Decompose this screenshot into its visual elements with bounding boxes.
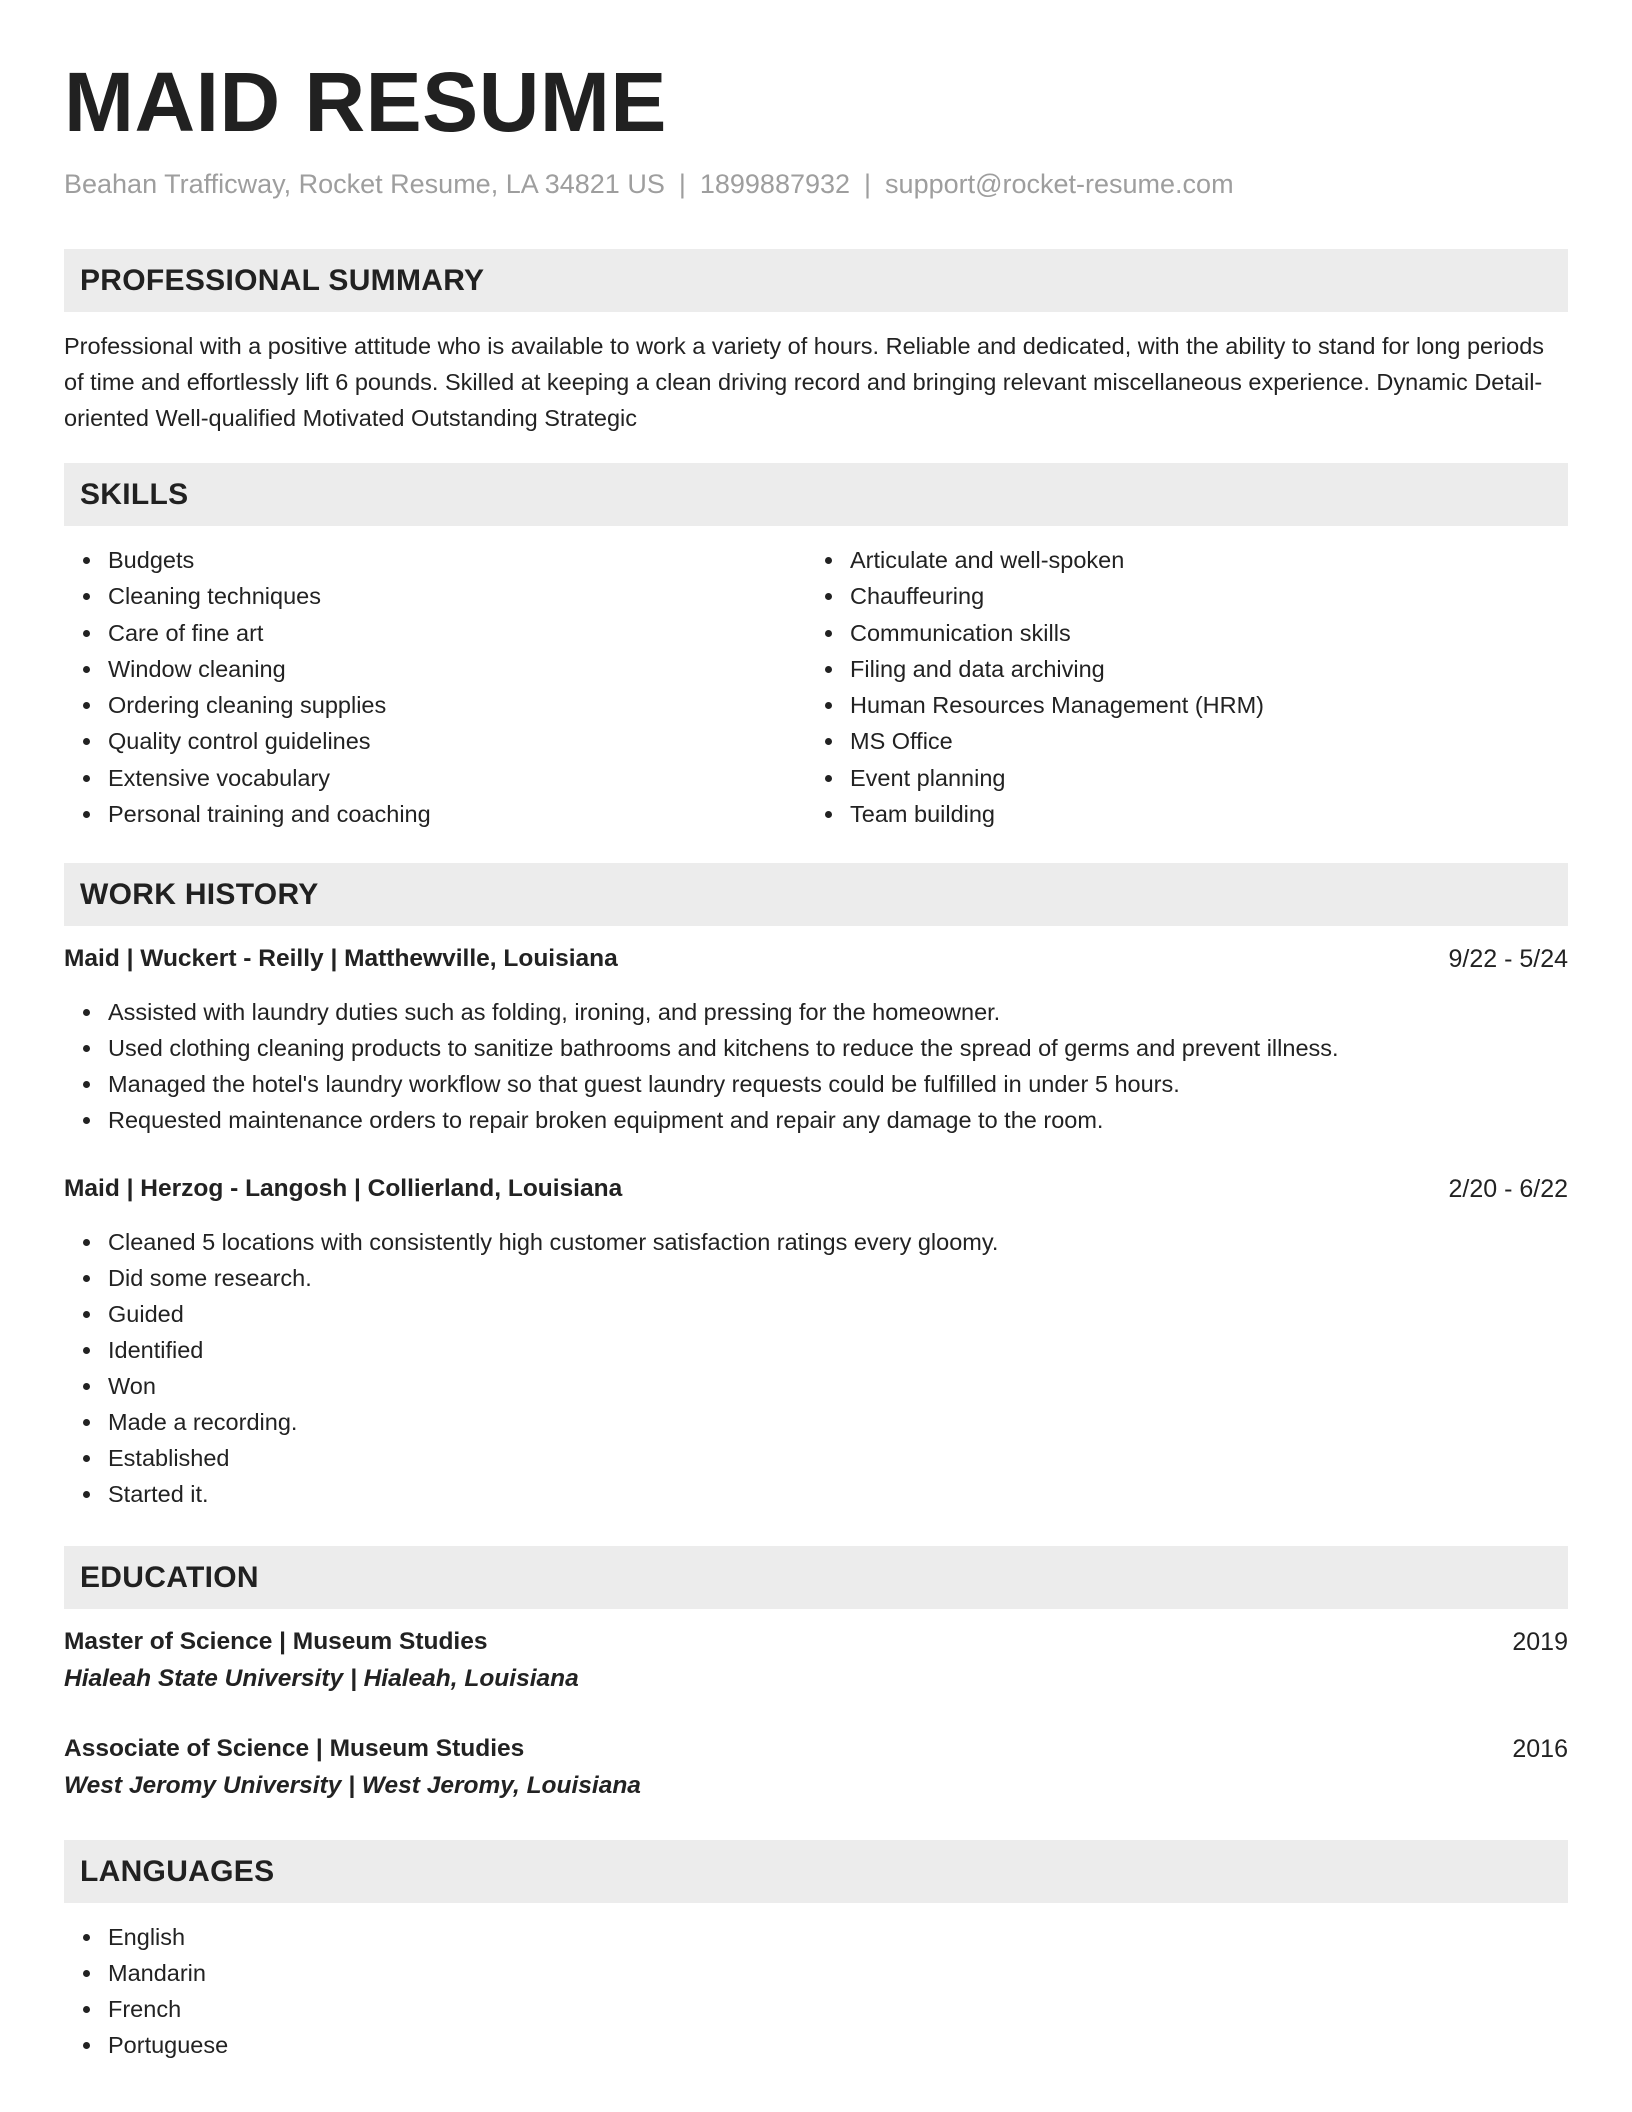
skill-item: Communication skills [850,615,1548,651]
job-entry [64,1171,1568,1512]
job-heading: Maid | Wuckert - Reilly | Matthewville, Louisiana [64,945,618,973]
job-heading-line [64,941,1568,977]
skill-item: Window cleaning [108,651,806,687]
language-item: Portuguese [108,2027,1568,2063]
language-item: English [108,1919,1568,1955]
section-header-education: EDUCATION [64,1546,1568,1609]
skill-item: Team building [850,796,1548,832]
job-duty: Won [108,1368,1568,1404]
skills-column-right [806,542,1548,832]
language-item: Mandarin [108,1955,1568,1991]
skill-item: MS Office [850,723,1548,759]
resume-title: MAID RESUME [64,55,667,149]
education-entry [64,1624,1568,1698]
skill-item: Quality control guidelines [108,723,806,759]
section-header-summary: PROFESSIONAL SUMMARY [64,249,1568,312]
skill-item: Personal training and coaching [108,796,806,832]
degree-line [64,1624,1568,1660]
skill-item: Care of fine art [108,615,806,651]
summary-text: Professional with a positive attitude who is available to work a variety of hours. Reliable and dedicated, with the ability to stand for long periods of time and effortlessly lift 6 pounds. Skilled at keeping a clean driving record and bringing relevant miscellaneous experience. Dynamic Detail-oriented Well-qualified Motivated Outstanding Strategic [64,333,1545,431]
skill-item: Articulate and well-spoken [850,542,1548,578]
job-heading: Maid | Herzog - Langosh | Collierland, Louisiana [64,1175,623,1203]
separator: | [864,169,872,199]
section-header-skills: SKILLS [64,463,1568,526]
degree: Associate of Science | Museum Studies [64,1735,525,1763]
job-duty: Identified [108,1332,1568,1368]
degree: Master of Science | Museum Studies [64,1628,488,1656]
school: West Jeromy University | West Jeromy, Louisiana [64,1772,641,1800]
job-duty: Started it. [108,1476,1568,1512]
skill-item: Cleaning techniques [108,578,806,614]
job-date: 2/20 - 6/22 [1448,1175,1568,1204]
job-entry [64,941,1568,1138]
skill-item: Filing and data archiving [850,651,1548,687]
job-duty: Requested maintenance orders to repair broken equipment and repair any damage to the room. [108,1102,1568,1138]
language-item: French [108,1991,1568,2027]
job-duty: Guided [108,1296,1568,1332]
section-header-languages: LANGUAGES [64,1840,1568,1903]
skill-item: Budgets [108,542,806,578]
phone: 1899887932 [699,169,851,199]
job-duty: Assisted with laundry duties such as folding, ironing, and pressing for the homeowner. [108,994,1568,1030]
job-duties [64,994,1568,1138]
graduation-year: 2016 [1512,1735,1568,1764]
job-duty: Used clothing cleaning products to sanitize bathrooms and kitchens to reduce the spread of germs and prevent illness. [108,1030,1568,1066]
languages-list [64,1919,1568,2063]
skill-item: Ordering cleaning supplies [108,687,806,723]
job-heading-line [64,1171,1568,1207]
job-duty: Cleaned 5 locations with consistently high customer satisfaction ratings every gloomy. [108,1224,1568,1260]
skills-list [64,542,1568,832]
section-header-work-history: WORK HISTORY [64,863,1568,926]
job-duty: Established [108,1440,1568,1476]
address: Beahan Trafficway, Rocket Resume, LA 34821 US [64,169,665,199]
skill-item: Chauffeuring [850,578,1548,614]
contact-line [64,166,1568,202]
separator: | [678,169,686,199]
school: Hialeah State University | Hialeah, Louisiana [64,1665,579,1693]
job-duty: Did some research. [108,1260,1568,1296]
skills-column-left [64,542,806,832]
education-entry [64,1731,1568,1805]
job-date: 9/22 - 5/24 [1448,945,1568,974]
job-duty: Made a recording. [108,1404,1568,1440]
degree-line [64,1731,1568,1767]
skill-item: Event planning [850,760,1548,796]
graduation-year: 2019 [1512,1628,1568,1657]
skill-item: Human Resources Management (HRM) [850,687,1548,723]
job-duties [64,1224,1568,1512]
email-link[interactable]: support@rocket-resume.com [885,169,1234,199]
job-duty: Managed the hotel's laundry workflow so that guest laundry requests could be fulfilled in under 5 hours. [108,1066,1568,1102]
skill-item: Extensive vocabulary [108,760,806,796]
resume-page [64,52,1568,2063]
